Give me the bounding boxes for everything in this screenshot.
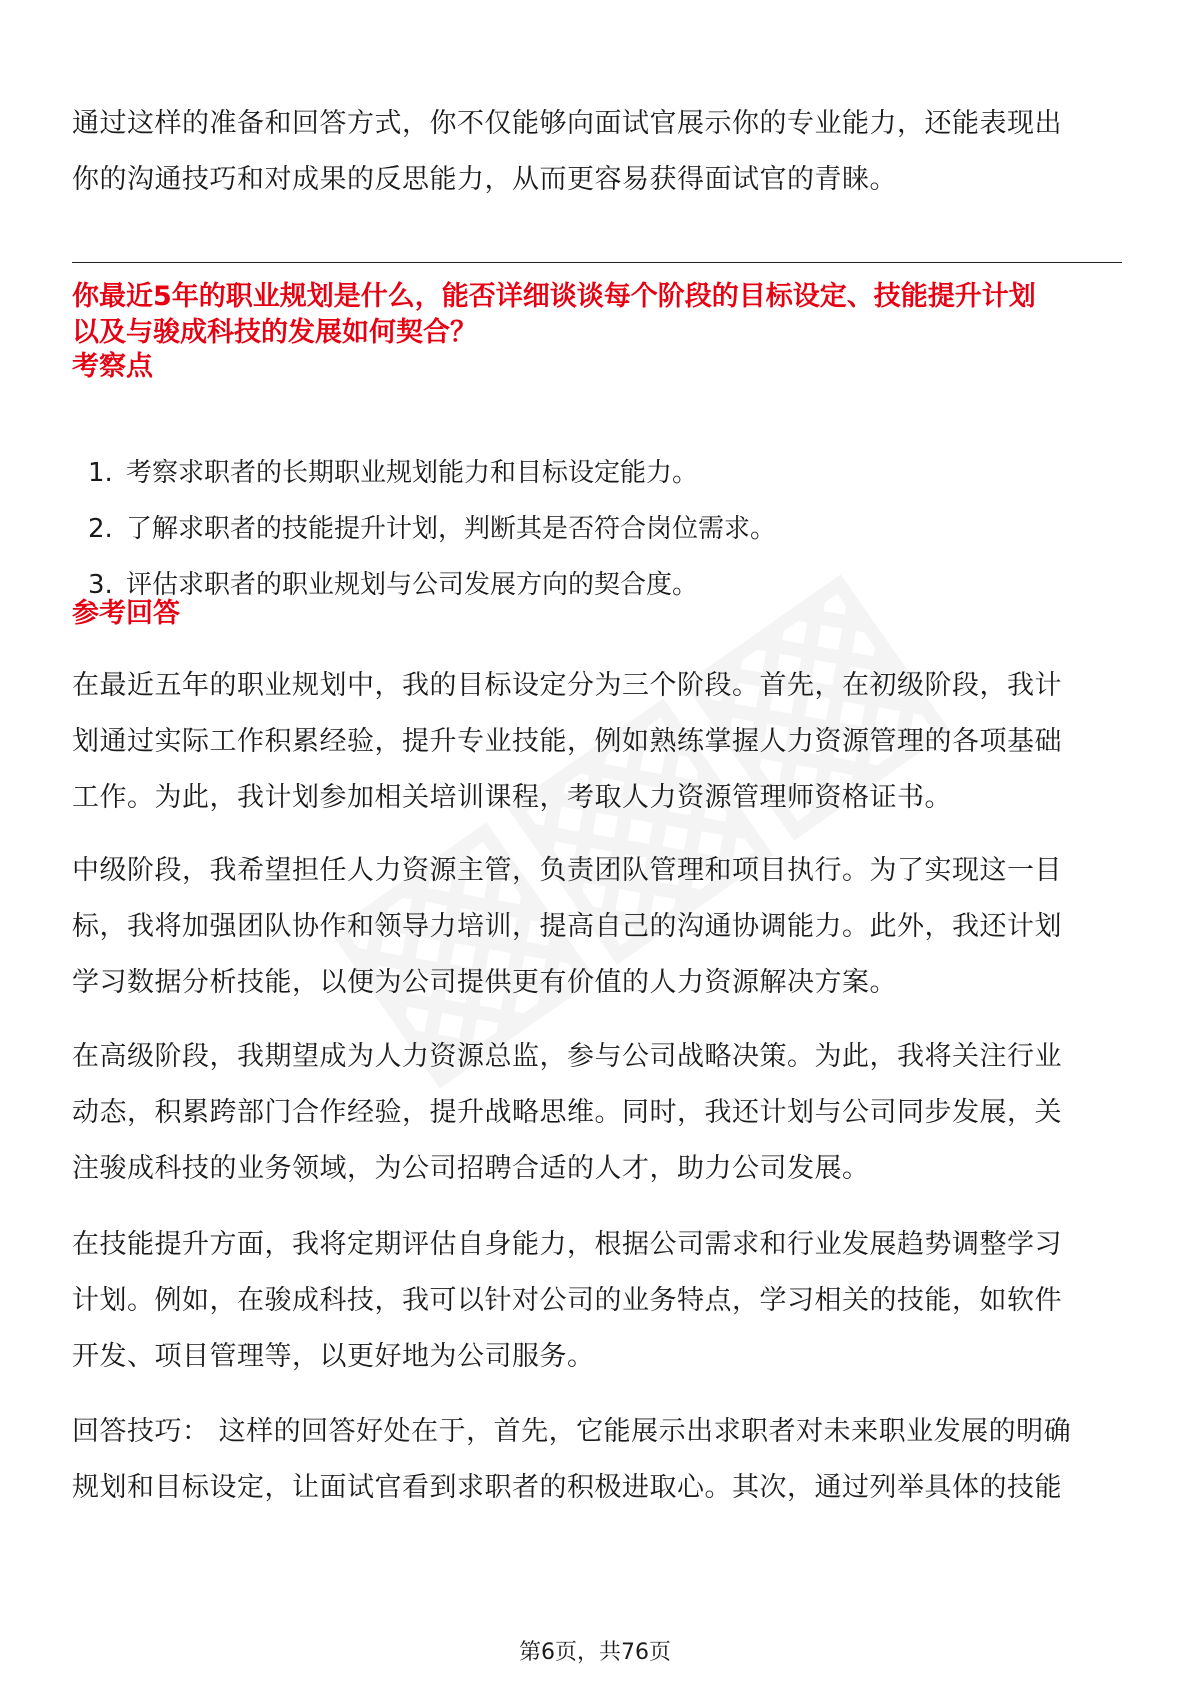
section-divider [72,262,1122,263]
paragraph-line: 注骏成科技的业务领域，为公司招聘合适的人才，助力公司发展。 [72,1153,870,1184]
paragraph-line: 计划。例如，在骏成科技，我可以针对公司的业务特点，学习相关的技能，如软件 [72,1285,1062,1316]
question-line: 以及与骏成科技的发展如何契合？ [72,317,477,348]
list-number: 1. [88,458,113,488]
intro-paragraph [72,96,1122,208]
points-heading: 考察点 [72,351,153,382]
paragraph-line: 划通过实际工作积累经验，提升专业技能，例如熟练掌握人力资源管理的各项基础 [72,726,1062,757]
paragraph-line: 在最近五年的职业规划中，我的目标设定分为三个阶段。首先，在初级阶段，我计 [72,670,1062,701]
answer-paragraph [72,658,1122,826]
answer-paragraph [72,1029,1122,1197]
question-line: 你最近5年的职业规划是什么，能否详细谈谈每个阶段的目标设定、技能提升计划 [72,281,1036,312]
question-heading [72,279,1122,351]
intro-line: 你的沟通技巧和对成果的反思能力，从而更容易获得面试官的青睐。 [72,164,897,195]
answer-heading: 参考回答 [72,598,180,629]
list-text: 考察求职者的长期职业规划能力和目标设定能力。 [126,458,699,488]
paragraph-line: 在高级阶段，我期望成为人力资源总监，参与公司战略决策。为此，我将关注行业 [72,1041,1062,1072]
points-list [72,445,1122,613]
list-item [72,445,1122,501]
paragraph-line: 学习数据分析技能，以便为公司提供更有价值的人力资源解决方案。 [72,967,897,998]
paragraph-line: 在技能提升方面，我将定期评估自身能力，根据公司需求和行业发展趋势调整学习 [72,1229,1062,1260]
paragraph-line: 中级阶段，我希望担任人力资源主管，负责团队管理和项目执行。为了实现这一目 [72,855,1062,886]
paragraph-line: 工作。为此，我计划参加相关培训课程，考取人力资源管理师资格证书。 [72,782,952,813]
list-text: 评估求职者的职业规划与公司发展方向的契合度。 [126,570,699,600]
page-number-footer: 第6页，共76页 [519,1640,671,1665]
list-number: 2. [88,514,113,544]
answer-paragraph [72,1217,1122,1385]
answer-tips-paragraph [72,1404,1122,1516]
paragraph-line: 开发、项目管理等，以更好地为公司服务。 [72,1341,595,1372]
list-text: 了解求职者的技能提升计划，判断其是否符合岗位需求。 [126,514,777,544]
list-item [72,501,1122,557]
paragraph-line: 标，我将加强团队协作和领导力培训，提高自己的沟通协调能力。此外，我还计划 [72,911,1062,942]
answer-paragraph [72,843,1122,1011]
paragraph-line: 回答技巧： 这样的回答好处在于，首先，它能展示出求职者对未来职业发展的明确 [72,1416,1072,1447]
intro-line: 通过这样的准备和回答方式，你不仅能够向面试官展示你的专业能力，还能表现出 [72,108,1062,139]
paragraph-line: 规划和目标设定，让面试官看到求职者的积极进取心。其次，通过列举具体的技能 [72,1472,1062,1503]
paragraph-line: 动态，积累跨部门合作经验，提升战略思维。同时，我还计划与公司同步发展，关 [72,1097,1062,1128]
list-number: 3. [88,570,113,600]
list-item [72,557,1122,613]
